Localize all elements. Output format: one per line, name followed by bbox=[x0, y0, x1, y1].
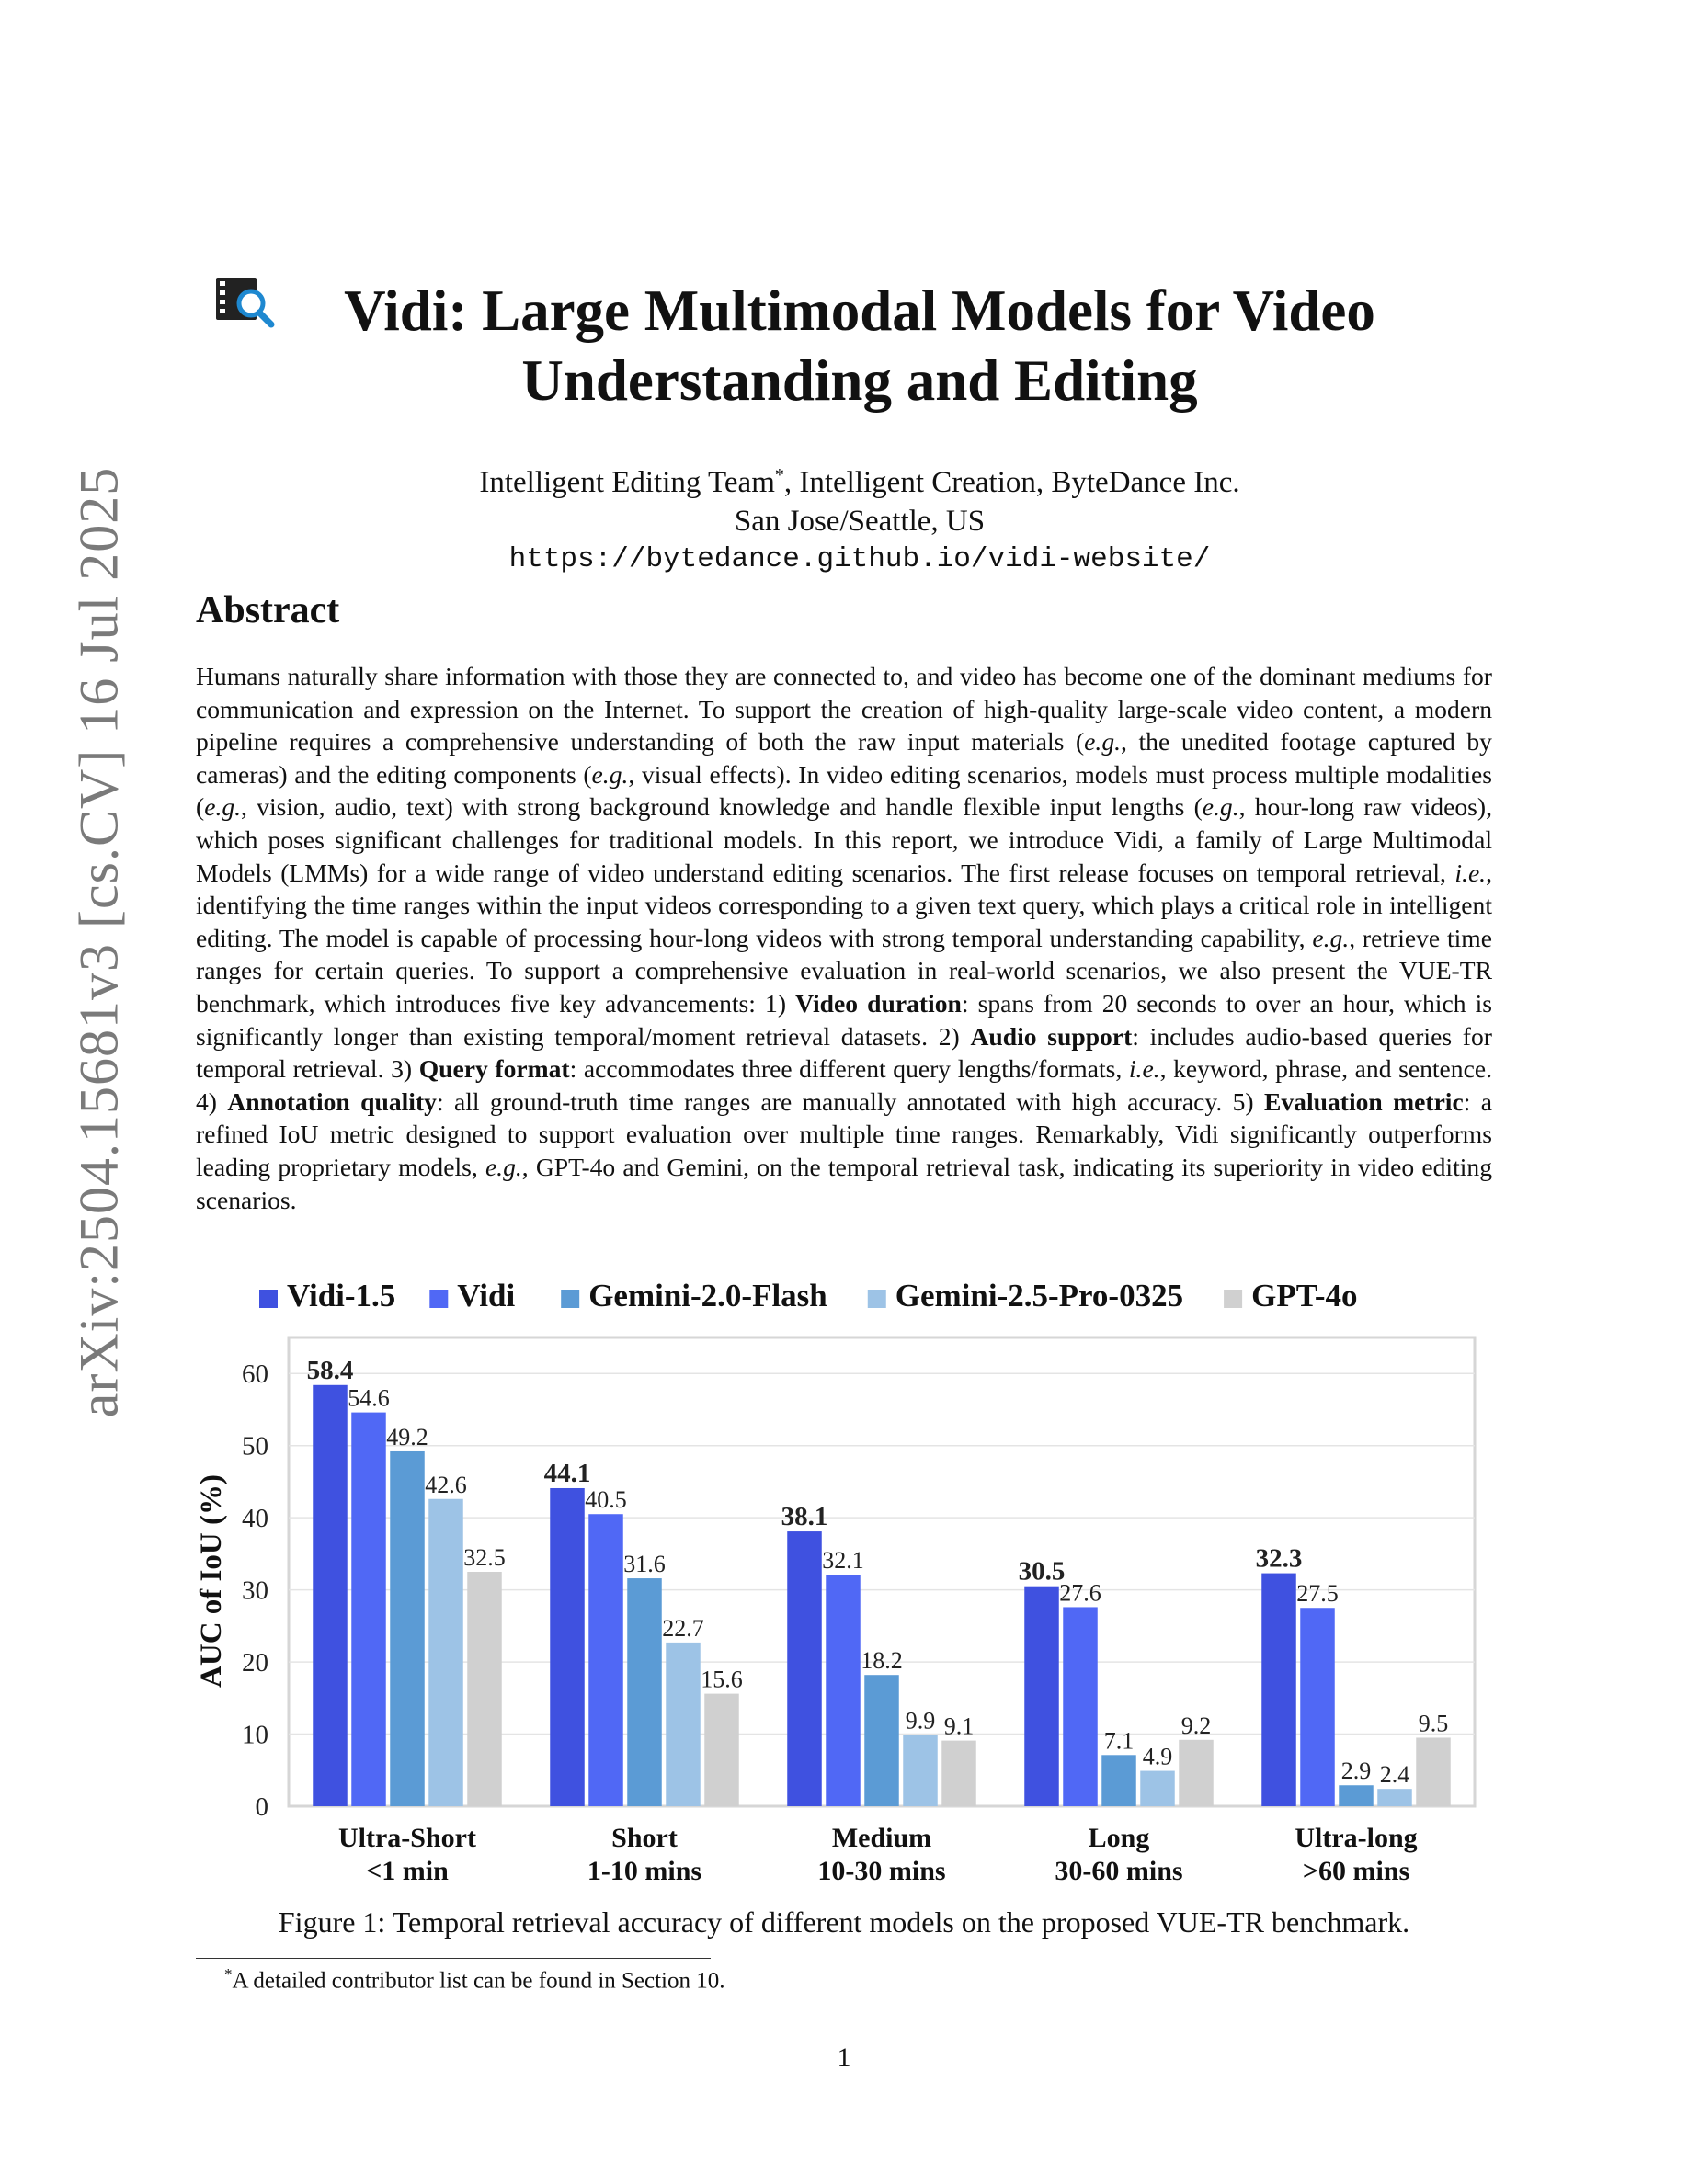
data-label: 44.1 bbox=[543, 1458, 591, 1488]
bar-vidi-3 bbox=[1063, 1607, 1098, 1806]
y-tick-label: 0 bbox=[255, 1792, 268, 1822]
bar-gemini-2-5-pro-0325-0 bbox=[428, 1499, 463, 1806]
title-line-1: Vidi: Large Multimodal Models for Video bbox=[344, 279, 1375, 343]
bar-gemini-2-0-flash-1 bbox=[627, 1578, 662, 1806]
bar-vidi-1-5-2 bbox=[787, 1531, 822, 1806]
bar-gemini-2-0-flash-4 bbox=[1339, 1785, 1374, 1806]
data-label: 2.4 bbox=[1379, 1761, 1410, 1789]
bar-gemini-2-0-flash-2 bbox=[864, 1675, 899, 1806]
data-label: 27.5 bbox=[1296, 1580, 1339, 1608]
data-label: 9.2 bbox=[1180, 1712, 1212, 1739]
y-axis-label: AUC of IoU (%) bbox=[195, 1474, 228, 1688]
paper-title bbox=[211, 276, 1508, 415]
y-tick-label: 20 bbox=[242, 1648, 268, 1678]
figure-caption: Figure 1: Temporal retrieval accuracy of different models on the proposed VUE-TR benchmark. bbox=[278, 1905, 1410, 1939]
x-tick-label: Ultra-Short bbox=[338, 1823, 476, 1853]
auc-bar-chart bbox=[184, 1282, 1508, 1907]
x-tick-sublabel: <1 min bbox=[366, 1856, 449, 1886]
data-label: 32.5 bbox=[463, 1544, 506, 1571]
y-tick-label: 50 bbox=[242, 1431, 268, 1462]
x-tick-sublabel: 10-30 mins bbox=[817, 1856, 946, 1886]
legend-label: Vidi bbox=[457, 1282, 516, 1314]
bar-gemini-2-5-pro-0325-2 bbox=[903, 1735, 938, 1806]
data-label: 40.5 bbox=[585, 1486, 627, 1514]
data-label: 7.1 bbox=[1103, 1727, 1135, 1755]
x-tick-label: Medium bbox=[831, 1823, 932, 1853]
title-line-2: Understanding and Editing bbox=[521, 348, 1198, 413]
data-label: 54.6 bbox=[348, 1384, 390, 1412]
legend-label: GPT-4o bbox=[1251, 1282, 1358, 1314]
bar-vidi-1-5-3 bbox=[1024, 1587, 1059, 1806]
bar-gpt-4o-0 bbox=[467, 1572, 502, 1806]
bar-gemini-2-5-pro-0325-4 bbox=[1377, 1789, 1412, 1806]
legend-swatch bbox=[429, 1290, 448, 1308]
data-label: 32.3 bbox=[1255, 1543, 1303, 1574]
author-footnote-marker: * bbox=[774, 465, 784, 485]
abstract-body: Humans naturally share information with those they are connected to, and video has become one of the dominant mediums for communication and expression on the Internet. To support the creation of high-quality large-scale video content, a modern pipeline requires a comprehensive understanding of both the raw input materials (e.g., the unedited footage captured by cameras) and the editing components (e.g., visual effects). In video editing scenarios, models must process multiple modalities (e.g., vision, audio, text) with strong background knowledge and handle flexible input lengths (e.g., hour-long raw videos), which poses significant challenges for traditional models. In this report, we introduce Vidi, a family of Large Multimodal Models (LMMs) for a wide range of video understand editing scenarios. The first release focuses on temporal retrieval, i.e., identifying the time ranges within the input videos corresponding to a given text query, which plays a critical role in intelligent editing. The model is capable of processing hour-long videos with strong temporal understanding capability, e.g., retrieve time ranges for certain queries. To support a comprehensive evaluation in real-world scenarios, we also present the VUE-TR benchmark, which introduces five key advancements: 1) Video duration: spans from 20 seconds to over an hour, which is significantly longer than existing temporal/moment retrieval datasets. 2) Audio support: includes audio-based queries for temporal retrieval. 3) Query format: accommodates three different query lengths/formats, i.e., keyword, phrase, and sentence. 4) Annotation quality: all ground-truth time ranges are manually annotated with high accuracy. 5) Evaluation metric: a refined IoU metric designed to support evaluation over multiple time ranges. Remarkably, Vidi significantly outperforms leading proprietary models, e.g., GPT-4o and Gemini, on the temporal retrieval task, indicating its superiority in video editing scenarios. bbox=[196, 662, 1493, 1214]
legend-swatch bbox=[561, 1290, 579, 1308]
x-tick-sublabel: 1-10 mins bbox=[587, 1856, 702, 1886]
arxiv-stamp: arXiv:2504.15681v3 [cs.CV] 16 Jul 2025 bbox=[68, 466, 130, 1418]
data-label: 32.1 bbox=[822, 1547, 864, 1575]
y-tick-label: 30 bbox=[242, 1575, 268, 1606]
x-tick-sublabel: 30-60 mins bbox=[1055, 1856, 1183, 1886]
bar-gpt-4o-2 bbox=[941, 1741, 976, 1806]
bar-gpt-4o-4 bbox=[1416, 1737, 1451, 1806]
bar-gemini-2-0-flash-3 bbox=[1101, 1755, 1136, 1806]
data-label: 58.4 bbox=[306, 1355, 354, 1385]
data-label: 15.6 bbox=[701, 1666, 743, 1693]
legend-swatch bbox=[868, 1290, 886, 1308]
data-label: 9.1 bbox=[943, 1712, 975, 1740]
bar-gpt-4o-1 bbox=[704, 1694, 739, 1806]
data-label: 42.6 bbox=[425, 1471, 467, 1498]
y-tick-label: 40 bbox=[242, 1504, 268, 1534]
bar-vidi-1-5-1 bbox=[550, 1488, 585, 1806]
x-tick-label: Short bbox=[611, 1823, 678, 1853]
x-tick-sublabel: >60 mins bbox=[1302, 1856, 1410, 1886]
footnote-rule bbox=[196, 1958, 711, 1959]
data-label: 9.5 bbox=[1418, 1710, 1449, 1737]
author-team: Intelligent Editing Team bbox=[479, 466, 775, 499]
data-label: 2.9 bbox=[1340, 1757, 1372, 1785]
author-affiliation: , Intelligent Creation, ByteDance Inc. bbox=[783, 466, 1240, 499]
data-label: 49.2 bbox=[386, 1423, 428, 1450]
y-tick-label: 60 bbox=[242, 1359, 268, 1390]
author-block bbox=[211, 456, 1508, 579]
data-label: 4.9 bbox=[1142, 1743, 1173, 1770]
data-label: 31.6 bbox=[623, 1551, 666, 1578]
bar-gemini-2-0-flash-0 bbox=[390, 1451, 425, 1806]
bar-vidi-1 bbox=[588, 1514, 623, 1806]
author-line bbox=[211, 456, 1508, 502]
bar-vidi-0 bbox=[351, 1413, 386, 1806]
bar-gpt-4o-3 bbox=[1179, 1740, 1214, 1806]
bar-vidi-4 bbox=[1300, 1608, 1335, 1806]
footnote-marker: * bbox=[224, 1965, 233, 1983]
page-number: 1 bbox=[837, 2042, 851, 2073]
bar-vidi-1-5-4 bbox=[1261, 1574, 1296, 1806]
data-label: 38.1 bbox=[781, 1502, 828, 1532]
bar-gemini-2-5-pro-0325-3 bbox=[1140, 1771, 1175, 1806]
data-label: 18.2 bbox=[861, 1647, 903, 1675]
footnote-text: A detailed contributor list can be found in Section 10. bbox=[232, 1968, 725, 1994]
legend-swatch bbox=[1224, 1290, 1242, 1308]
bar-vidi-1-5-0 bbox=[313, 1385, 348, 1806]
bar-gemini-2-5-pro-0325-1 bbox=[666, 1643, 701, 1806]
author-location: San Jose/Seattle, US bbox=[734, 505, 986, 538]
y-tick-label: 10 bbox=[242, 1720, 268, 1750]
abstract-heading: Abstract bbox=[196, 589, 340, 631]
legend-label: Gemini-2.5-Pro-0325 bbox=[895, 1282, 1184, 1314]
footnote bbox=[224, 1965, 725, 1994]
data-label: 22.7 bbox=[662, 1614, 704, 1642]
legend-swatch bbox=[259, 1290, 278, 1308]
data-label: 30.5 bbox=[1018, 1556, 1066, 1587]
x-tick-label: Long bbox=[1088, 1823, 1150, 1853]
legend-label: Vidi-1.5 bbox=[287, 1282, 396, 1314]
x-tick-label: Ultra-long bbox=[1295, 1823, 1418, 1853]
bar-vidi-2 bbox=[826, 1575, 861, 1806]
data-label: 9.9 bbox=[905, 1707, 936, 1735]
project-url-link[interactable]: https://bytedance.github.io/vidi-website/ bbox=[508, 543, 1211, 575]
legend-label: Gemini-2.0-Flash bbox=[588, 1282, 827, 1314]
data-label: 27.6 bbox=[1059, 1579, 1101, 1607]
